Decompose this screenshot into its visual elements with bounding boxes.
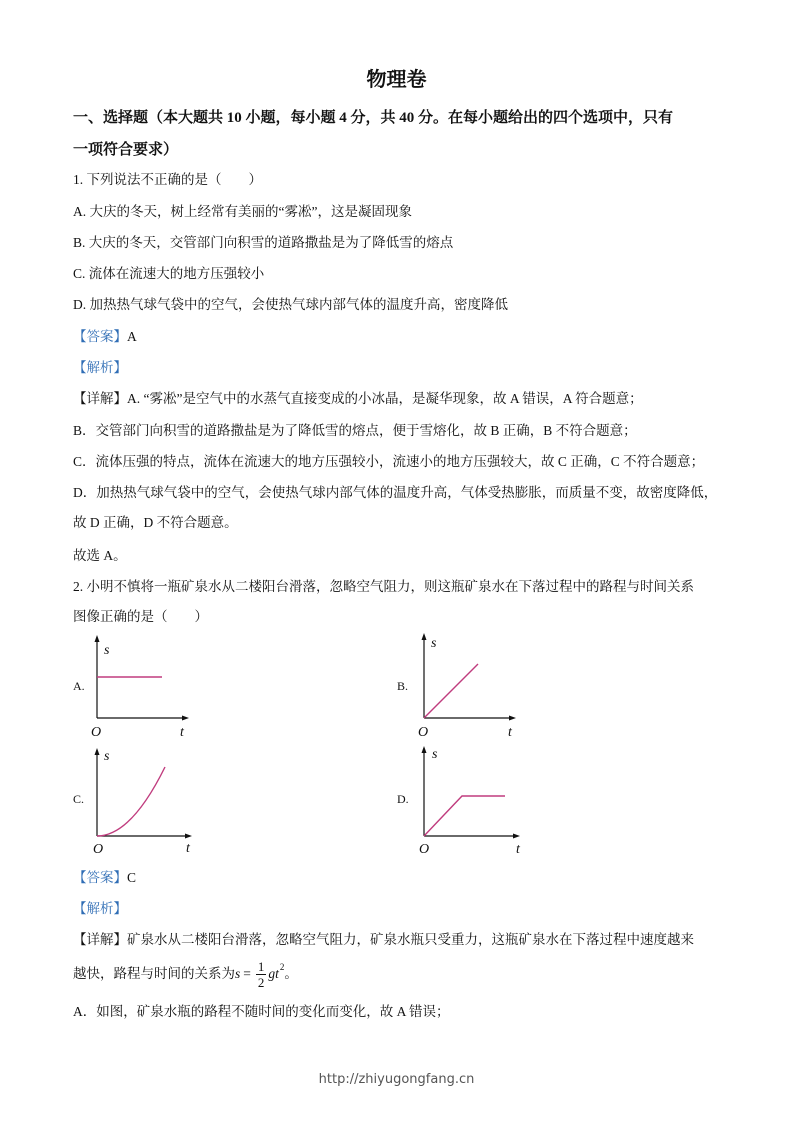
q1-detail-line: 故 D 正确，D 不符合题意。 [73,515,238,530]
footer-url: http://zhiyugongfang.cn [318,1072,475,1087]
graph-b-label: B. [397,679,409,693]
detail-tag: 【详解】 [73,932,127,947]
y-axis-label: s [432,747,438,762]
origin-label: O [91,725,102,740]
graph-a-label: A. [73,679,85,693]
answer-tag: 【答案】 [73,329,127,344]
graph-c-curve [97,767,165,836]
q1-detail-line [73,389,643,409]
q1-detail-line: B．交管部门向积雪的道路撒盐是为了降低雪的熔点，便于雪熔化，故 B 正确，B 不符合题意； [73,423,637,438]
q2-detail-line [73,930,694,950]
x-axis-label: t [186,841,190,856]
q1-analysis-tag: 【解析】 [73,360,127,375]
answer-value: A [127,329,137,344]
y-axis-arrow [422,633,427,640]
page-title: 物理卷 [366,69,427,91]
formula-exponent: 2 [279,962,285,972]
formula-equals: = [243,966,251,981]
q1-option-b: B. 大庆的冬天，交管部门向积雪的道路撒盐是为了降低雪的熔点 [73,235,454,250]
answer-tag: 【答案】 [73,870,127,885]
origin-label: O [418,725,429,740]
formula-fraction [256,959,267,990]
graph-b-line [424,664,478,718]
graph-d-label: D. [397,792,409,806]
q2-analysis-tag: 【解析】 [73,901,127,916]
graph-d [414,740,528,856]
detail-text: 矿泉水从二楼阳台滑落，忽略空气阻力，矿泉水瓶只受重力，这瓶矿泉水在下落过程中速度越来 [127,932,694,947]
y-axis-label: s [104,643,110,658]
section-heading-line2: 一项符合要求） [73,142,179,158]
fraction-denominator: 2 [257,974,265,990]
formula-prefix: 越快，路程与时间的关系为 [73,966,235,981]
origin-label: O [93,842,104,857]
q1-detail-line: C．流体压强的特点，流体在流速大的地方压强较小，流速小的地方压强较大，故 C 正确，C 不符合题意； [73,454,705,469]
detail-text: A. “雾凇”是空气中的水蒸气直接变成的小冰晶，是凝华现象，故 A 错误，A 符合题意； [127,391,643,406]
q2-option-a-explanation: A．如图，矿泉水瓶的路程不随时间的变化而变化，故 A 错误； [73,1004,450,1019]
q1-conclusion: 故选 A。 [73,548,127,563]
q1-stem: 1. 下列说法不正确的是（ ） [73,172,262,187]
formula-end: 。 [284,966,298,981]
q1-detail-line: D．加热热气球气袋中的空气，会使热气球内部气体的温度升高，气体受热膨胀，而质量不变，故密度降低， [73,485,718,500]
q1-option-a: A. 大庆的冬天，树上经常有美丽的“雾凇”，这是凝固现象 [73,204,412,219]
x-axis-arrow [182,716,189,721]
x-axis-label: t [180,725,184,740]
answer-value: C [127,870,137,885]
y-axis-label: s [104,749,110,764]
origin-label: O [419,842,430,857]
y-axis-label: s [431,636,437,651]
formula-rhs: gt [268,966,279,981]
graph-b [414,628,524,740]
graph-d-line [424,796,505,836]
y-axis-arrow [95,635,100,642]
y-axis-arrow [95,748,100,755]
q2-stem-line: 图像正确的是（ ） [73,609,208,624]
graph-a [88,632,192,740]
formula-lhs: s [235,966,241,981]
q1-option-d: D. 加热热气球气袋中的空气，会使热气球内部气体的温度升高，密度降低 [73,297,508,312]
q2-answer [73,868,136,888]
x-axis-label: t [508,725,512,740]
x-axis-label: t [516,842,520,857]
y-axis-arrow [422,746,427,753]
fraction-numerator: 1 [257,958,265,974]
q2-formula-line [73,956,298,992]
section-heading-line1: 一、选择题（本大题共 10 小题，每小题 4 分，共 40 分。在每小题给出的四个选项中，只有 [73,110,674,126]
q1-answer [73,327,137,347]
detail-tag: 【详解】 [73,391,127,406]
q2-stem-line: 2. 小明不慎将一瓶矿泉水从二楼阳台滑落，忽略空气阻力，则这瓶矿泉水在下落过程中的路程与时间关系 [73,579,694,594]
x-axis-arrow [185,834,192,839]
x-axis-arrow [509,716,516,721]
q1-option-c: C. 流体在流速大的地方压强较小 [73,266,265,281]
graph-c [88,744,198,856]
x-axis-arrow [513,834,520,839]
graph-c-label: C. [73,792,85,806]
